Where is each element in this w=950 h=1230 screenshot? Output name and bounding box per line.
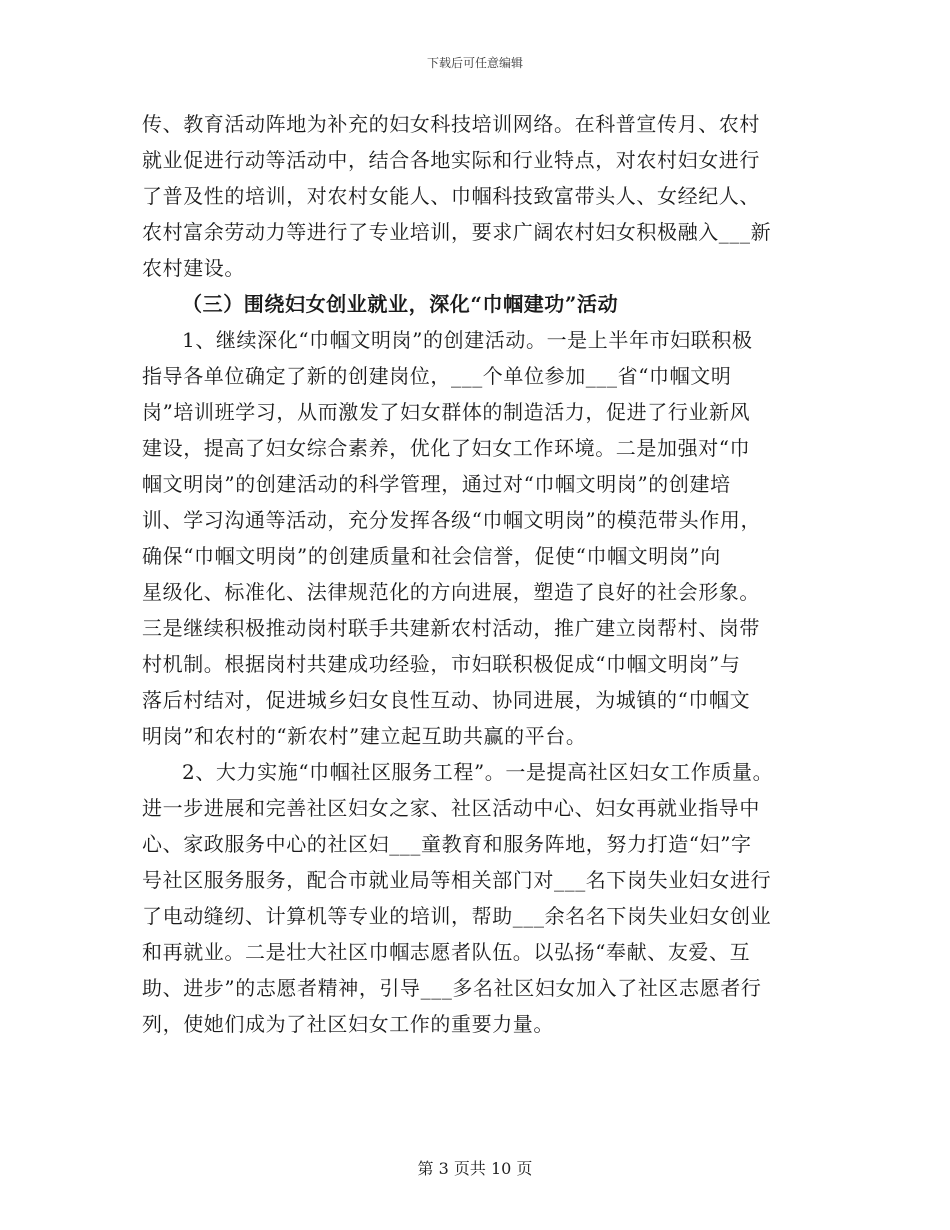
page-footer: 第 3 页共 10 页 [417,1159,533,1178]
paragraph-line: 农村富余劳动力等进行了专业培训，要求广阔农村妇女积极融入___新 [142,220,772,244]
paragraph-line: 明岗”和农村的“新农村”建立起互助共赢的平台。 [142,724,587,748]
paragraph-line: 指导各单位确定了新的创建岗位，___个单位参加___省“巾帼文明 [142,364,732,388]
paragraph-line: 帼文明岗”的创建活动的科学管理，通过对“巾帼文明岗”的创建培 [142,472,731,496]
paragraph-line: 村机制。根据岗村共建成功经验，市妇联积极促成“巾帼文明岗”与 [142,652,741,676]
paragraph-line: 了普及性的培训，对农村女能人、巾帼科技致富带头人、女经纪人、 [142,184,760,208]
paragraph-line: 和再就业。二是壮大社区巾帼志愿者队伍。以弘扬“奉献、友爱、互 [142,940,751,964]
paragraph-line: 农村建设。 [142,256,245,280]
paragraph-line: 2、大力实施“巾帼社区服务工程”。一是提高社区妇女工作质量。 [182,760,774,784]
paragraph-line: 星级化、标准化、法律规范化的方向进展，塑造了良好的社会形象。 [142,580,760,604]
paragraph-line: 训、学习沟通等活动，充分发挥各级“巾帼文明岗”的模范带头作用， [142,508,762,532]
paragraph-line: 传、教育活动阵地为补充的妇女科技培训网络。在科普宣传月、农村 [142,112,760,136]
paragraph-line: 进一步进展和完善社区妇女之家、社区活动中心、妇女再就业指导中 [142,796,760,820]
paragraph-line: 列，使她们成为了社区妇女工作的重要力量。 [142,1012,554,1036]
paragraph-line: 确保“巾帼文明岗”的创建质量和社会信誉，促使“巾帼文明岗”向 [142,544,721,568]
document-body [142,106,822,1042]
paragraph-line: 助、进步”的志愿者精神，引导___多名社区妇女加入了社区志愿者行 [142,976,762,1000]
paragraph-line: 就业促进行动等活动中，结合各地实际和行业特点，对农村妇女进行 [142,148,760,172]
page-header-note: 下载后可任意编辑 [426,56,523,70]
paragraph-line: 心、家政服务中心的社区妇___童教育和服务阵地，努力打造“妇”字 [142,832,752,856]
paragraph-line: 三是继续积极推动岗村联手共建新农村活动，推广建立岗帮村、岗带 [142,616,760,640]
paragraph-line: 号社区服务服务，配合市就业局等相关部门对___名下岗失业妇女进行 [142,868,772,892]
paragraph-line: 落后村结对，促进城乡妇女良性互动、协同进展，为城镇的“巾帼文 [142,688,751,712]
section-heading: （三）围绕妇女创业就业，深化“巾帼建功”活动 [182,292,619,316]
paragraph-line: 岗”培训班学习，从而激发了妇女群体的制造活力，促进了行业新风 [142,400,751,424]
paragraph-line: 了电动缝纫、计算机等专业的培训，帮助___余名名下岗失业妇女创业 [142,904,772,928]
paragraph-line: 1、继续深化“巾帼文明岗”的创建活动。一是上半年市妇联积极 [182,328,753,352]
paragraph-line: 建设，提高了妇女综合素养，优化了妇女工作环境。二是加强对“巾 [142,436,751,460]
